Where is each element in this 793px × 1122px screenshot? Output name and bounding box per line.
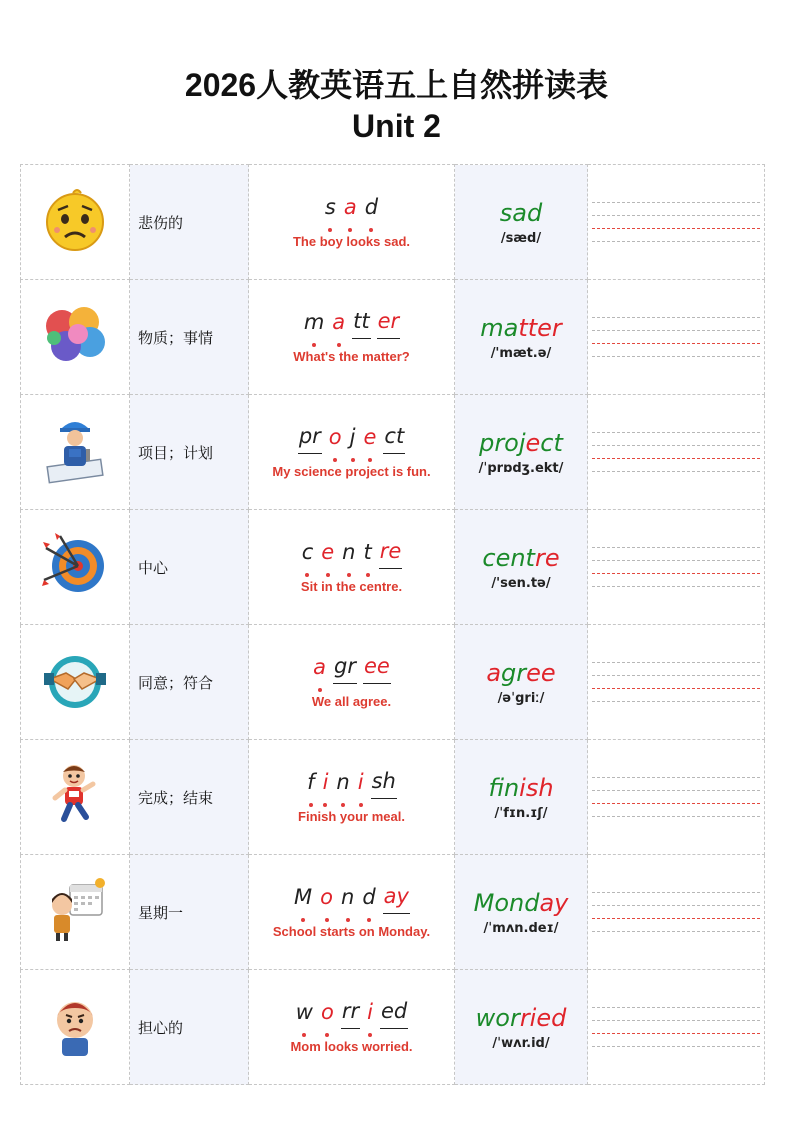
writing-practice-cell <box>588 395 765 510</box>
chinese-meaning: 物质；事情 <box>138 328 214 347</box>
guide-line <box>592 931 760 932</box>
word-part: ed <box>536 1003 567 1032</box>
example-sentence: Finish your meal. <box>298 809 405 824</box>
guide-line-red <box>592 803 760 804</box>
phonics-cell <box>249 165 455 280</box>
phonics-cell <box>249 970 455 1085</box>
english-word <box>455 199 587 227</box>
example-sentence: Mom looks worried. <box>290 1039 413 1054</box>
guide-line-red <box>592 573 760 574</box>
phonics-letter-dotted: M <box>293 886 313 914</box>
meaning-cell <box>130 395 249 510</box>
meaning-cell <box>130 280 249 395</box>
phonics-letter-dotted: m <box>303 311 325 339</box>
worker-blueprint-icon <box>40 415 110 485</box>
phonics-breakdown <box>293 885 410 914</box>
guide-line <box>592 892 760 893</box>
word-part: proj <box>479 428 526 457</box>
example-sentence: We all agree. <box>311 694 392 709</box>
speech-clouds-icon <box>40 300 110 370</box>
phonics-cell <box>249 395 455 510</box>
guide-line <box>592 790 760 791</box>
phonics-letter-dotted: a <box>331 311 346 339</box>
phonics-letter-dotted: n <box>340 886 355 914</box>
writing-practice-cell <box>588 280 765 395</box>
guide-line <box>592 445 760 446</box>
english-word <box>455 774 587 802</box>
worried-boy-icon <box>40 990 110 1060</box>
phonics-cell <box>249 280 455 395</box>
word-part: e <box>525 428 541 457</box>
guide-line <box>592 356 760 357</box>
chinese-meaning: 担心的 <box>138 1018 184 1037</box>
guide-line <box>592 701 760 702</box>
meaning-cell <box>130 165 249 280</box>
example-sentence: Sit in the centre. <box>300 579 403 594</box>
phonics-chunk-underlined: ct <box>383 425 405 454</box>
word-part: ma <box>480 313 519 342</box>
phonetic-transcription: /ˈwʌr.id/ <box>492 1035 550 1051</box>
guide-line-red <box>592 228 760 229</box>
phonics-letter-dotted: o <box>328 426 343 454</box>
word-cell <box>455 855 588 970</box>
phonics-chunk-underlined: re <box>379 540 403 569</box>
phonics-letter-dotted: t <box>362 541 372 569</box>
phonics-letter-dotted: s <box>324 196 337 224</box>
four-line-grid <box>588 547 764 587</box>
phonics-chunk-underlined: er <box>377 310 401 339</box>
chinese-meaning: 完成；结束 <box>138 788 214 807</box>
guide-line <box>592 586 760 587</box>
guide-line <box>592 1020 760 1021</box>
example-sentence: The boy looks sad. <box>292 233 411 249</box>
unit-subtitle: Unit 2 <box>352 108 441 144</box>
phonics-letter-dotted: a <box>312 656 327 684</box>
guide-line-red <box>592 918 760 919</box>
chinese-meaning: 中心 <box>138 558 169 577</box>
table-row <box>21 740 765 855</box>
phonetic-transcription: /'mæt.ə/ <box>490 345 552 361</box>
chinese-meaning: 项目；计划 <box>138 443 214 462</box>
target-arrows-icon <box>40 530 110 600</box>
word-part: sh <box>525 773 554 802</box>
word-part: er <box>537 313 562 342</box>
picture-cell <box>21 970 130 1085</box>
phonics-letter-dotted: a <box>343 196 358 224</box>
phonics-chunk-underlined: ed <box>380 1000 408 1029</box>
word-part: fin <box>488 773 520 802</box>
word-part: cent <box>482 543 535 572</box>
phonics-letter-dotted: n <box>341 541 356 569</box>
word-part: ri <box>519 1003 537 1032</box>
table-row <box>21 280 765 395</box>
guide-line <box>592 1046 760 1047</box>
picture-cell <box>21 395 130 510</box>
meaning-cell <box>130 510 249 625</box>
guide-line-red <box>592 1033 760 1034</box>
example-sentence: School starts on Monday. <box>272 924 431 939</box>
guide-line-red <box>592 343 760 344</box>
girl-calendar-icon <box>40 875 110 945</box>
guide-line <box>592 662 760 663</box>
phonetic-transcription: /sæd/ <box>500 230 542 246</box>
worried-face-icon <box>40 185 110 255</box>
english-word <box>455 659 587 687</box>
english-word <box>455 889 587 917</box>
phonics-cell <box>249 625 455 740</box>
chinese-meaning: 悲伤的 <box>138 213 184 232</box>
phonics-letter-dotted: i <box>322 771 330 799</box>
word-cell <box>455 970 588 1085</box>
guide-line <box>592 330 760 331</box>
example-sentence: What's the matter? <box>293 349 410 364</box>
guide-line <box>592 905 760 906</box>
table-row <box>21 510 765 625</box>
word-part: a <box>486 658 502 687</box>
phonetic-transcription: /əˈgriː/ <box>497 690 545 706</box>
phonics-chunk-underlined: sh <box>371 770 397 799</box>
phonics-breakdown <box>295 1000 408 1029</box>
picture-cell <box>21 280 130 395</box>
word-cell <box>455 510 588 625</box>
phonics-letter-dotted: i <box>357 771 365 799</box>
guide-line <box>592 241 760 242</box>
four-line-grid <box>588 662 764 702</box>
word-cell <box>455 395 588 510</box>
meaning-cell <box>130 855 249 970</box>
meaning-cell <box>130 970 249 1085</box>
phonics-letter-dotted: i <box>366 1001 374 1029</box>
word-part: ct <box>540 428 563 457</box>
phonics-letter-dotted: f <box>306 771 315 799</box>
word-part: re <box>534 543 560 572</box>
guide-line <box>592 816 760 817</box>
phonics-cell <box>249 740 455 855</box>
four-line-grid <box>588 432 764 472</box>
phonics-letter-dotted: w <box>295 1001 314 1029</box>
four-line-grid <box>588 317 764 357</box>
phonics-letter-dotted: c <box>301 541 315 569</box>
phonics-chunk-underlined: ee <box>363 655 391 684</box>
example-sentence: My science project is fun. <box>272 464 431 479</box>
word-part: wor <box>475 1003 520 1032</box>
handshake-icon <box>40 645 110 715</box>
phonetic-transcription: /ˈprɒdʒ.ekt/ <box>478 460 564 476</box>
phonics-chunk-underlined: ay <box>383 885 410 914</box>
table-row <box>21 395 765 510</box>
phonics-chunk-underlined: tt <box>352 310 370 339</box>
phonics-breakdown <box>298 425 405 454</box>
runner-boy-icon <box>40 760 110 830</box>
guide-line <box>592 675 760 676</box>
phonics-letter-dotted: e <box>362 426 377 454</box>
phonetic-transcription: /'sen.tə/ <box>491 575 551 591</box>
phonics-chunk-underlined: pr <box>298 425 322 454</box>
table-row <box>21 625 765 740</box>
guide-line <box>592 471 760 472</box>
writing-practice-cell <box>588 970 765 1085</box>
word-part: tt <box>518 313 538 342</box>
phonics-letter-dotted: d <box>364 196 379 224</box>
phonics-letter-dotted: e <box>320 541 335 569</box>
phonetic-transcription: /ˈfɪn.ɪʃ/ <box>494 805 548 821</box>
guide-line-red <box>592 688 760 689</box>
word-part: gr <box>501 658 527 687</box>
english-word <box>455 429 587 457</box>
phonics-letter-dotted: o <box>320 1001 335 1029</box>
picture-cell <box>21 740 130 855</box>
table-row <box>21 165 765 280</box>
phonics-chunk-underlined: gr <box>333 655 357 684</box>
guide-line-red <box>592 458 760 459</box>
word-cell <box>455 165 588 280</box>
phonics-letter-dotted: n <box>335 771 350 799</box>
four-line-grid <box>588 202 764 242</box>
meaning-cell <box>130 625 249 740</box>
guide-line <box>592 1007 760 1008</box>
writing-practice-cell <box>588 855 765 970</box>
phonics-table <box>20 164 765 1085</box>
chinese-meaning: 星期一 <box>138 903 184 922</box>
word-cell <box>455 280 588 395</box>
table-row <box>21 970 765 1085</box>
word-part: ay <box>539 888 569 917</box>
meaning-cell <box>130 740 249 855</box>
picture-cell <box>21 855 130 970</box>
word-cell <box>455 740 588 855</box>
english-word <box>455 1004 587 1032</box>
page-title: 2026人教英语五上自然拼读表 <box>184 67 609 103</box>
writing-practice-cell <box>588 165 765 280</box>
guide-line <box>592 560 760 561</box>
phonics-breakdown <box>303 310 400 339</box>
four-line-grid <box>588 892 764 932</box>
word-part: i <box>519 773 526 802</box>
writing-practice-cell <box>588 625 765 740</box>
guide-line <box>592 547 760 548</box>
writing-practice-cell <box>588 510 765 625</box>
chinese-meaning: 同意；符合 <box>138 673 214 692</box>
guide-line <box>592 432 760 433</box>
table-row <box>21 855 765 970</box>
word-part: sad <box>499 198 543 227</box>
guide-line <box>592 777 760 778</box>
phonics-letter-dotted: j <box>349 426 357 454</box>
picture-cell <box>21 510 130 625</box>
writing-practice-cell <box>588 740 765 855</box>
phonics-cell <box>249 855 455 970</box>
phonics-letter-dotted: d <box>361 886 376 914</box>
english-word <box>455 544 587 572</box>
phonics-chunk-underlined: rr <box>341 1000 360 1029</box>
phonics-letter-dotted: o <box>319 886 334 914</box>
phonetic-transcription: /ˈmʌn.deɪ/ <box>483 920 559 936</box>
picture-cell <box>21 165 130 280</box>
guide-line <box>592 215 760 216</box>
phonics-breakdown <box>306 770 397 799</box>
word-part: ee <box>526 658 556 687</box>
phonics-cell <box>249 510 455 625</box>
guide-line <box>592 202 760 203</box>
word-part: Mond <box>473 888 540 917</box>
phonics-breakdown <box>324 196 379 224</box>
phonics-breakdown <box>312 655 391 684</box>
phonics-breakdown <box>301 540 403 569</box>
four-line-grid <box>588 777 764 817</box>
english-word <box>455 314 587 342</box>
picture-cell <box>21 625 130 740</box>
four-line-grid <box>588 1007 764 1047</box>
guide-line <box>592 317 760 318</box>
word-cell <box>455 625 588 740</box>
